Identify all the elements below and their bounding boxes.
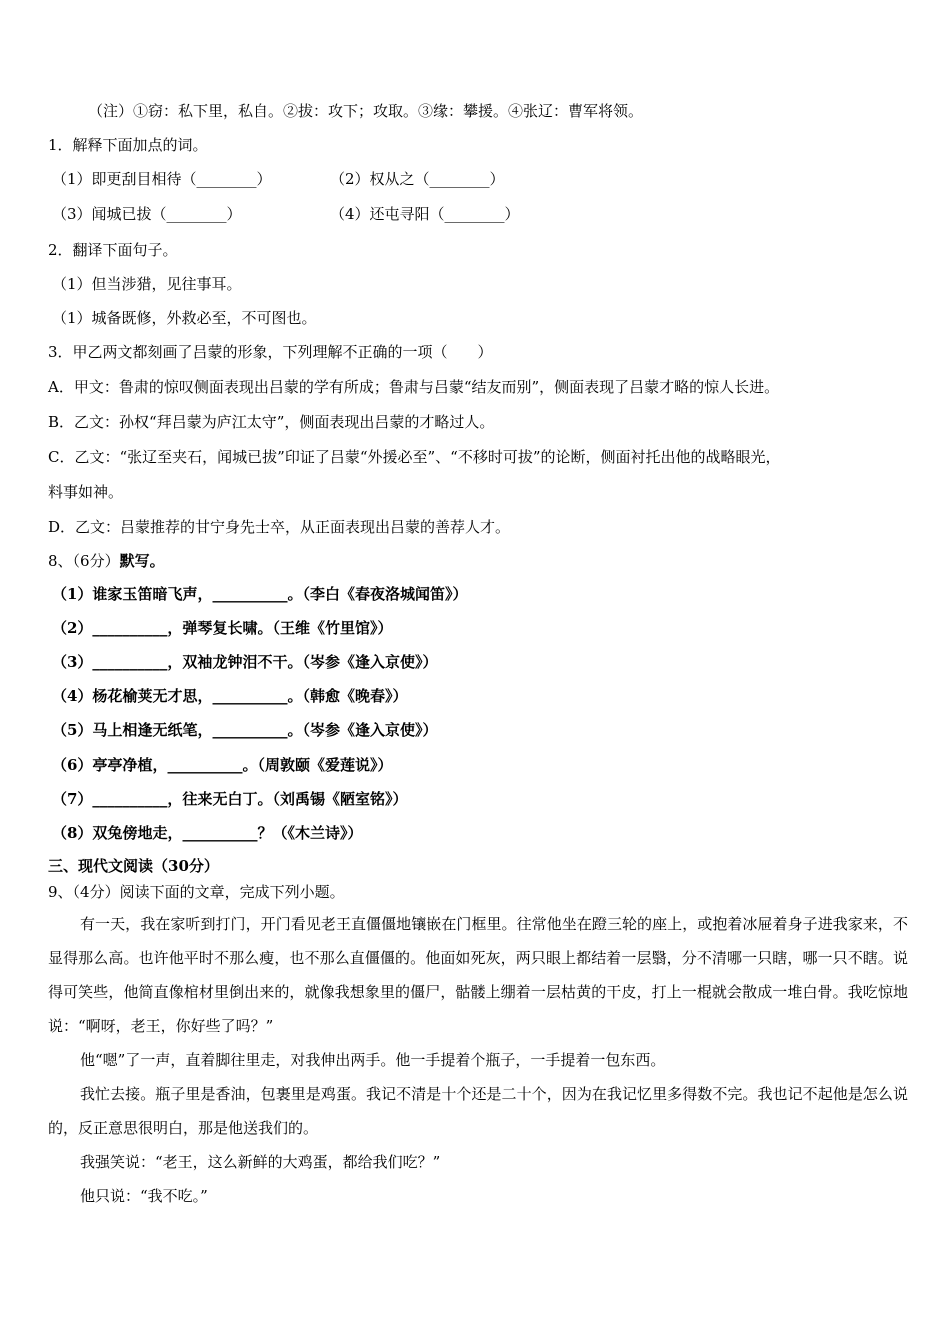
dictation-item: （4）杨花榆荚无才思，__________。（韩愈《晚春》） [52, 687, 408, 705]
question-2-title: 2．翻译下面句子。 [48, 241, 178, 259]
passage-paragraph: 有一天，我在家听到打门，开门看见老王直僵僵地镶嵌在门框里。往常他坐在蹬三轮的座上，或抱着冰屉着身子进我家来，不显得那么高。也许他平时不那么瘦，也不那么直僵僵的。他面如死灰，两只眼上都结着一层翳，分不清哪一只瞎，哪一只不瞎。说得可笑些，他简直像棺材里倒出来的，就像我想象里的僵尸，骷髅上绷着一层枯黄的干皮，打上一棍就会散成一堆白骨。我吃惊地说：“啊呀，老王，你好些了吗？” [48, 915, 908, 1035]
question-1-item: （1）即更刮目相待（________） [52, 170, 272, 188]
section-heading: 三、现代文阅读（30分） [48, 857, 219, 875]
passage-paragraph: 我忙去接。瓶子里是香油，包裹里是鸡蛋。我记不清是十个还是二十个，因为在我记忆里多得数不完。我也记不起他是怎么说的，反正意思很明白，那是他送我们的。 [48, 1085, 908, 1137]
question-3-title: 3．甲乙两文都刻画了吕蒙的形象，下列理解不正确的一项（ ） [48, 343, 493, 361]
dictation-item: （6）亭亭净植，__________。（周敦颐《爱莲说》） [52, 756, 393, 774]
dictation-item: （7）__________，往来无白丁。（刘禹锡《陋室铭》） [52, 790, 408, 808]
question-3-option-c-cont: 料事如神。 [48, 483, 124, 501]
question-8-title [48, 551, 165, 571]
question-8-prefix: 8、（6分） [48, 552, 120, 570]
dictation-item: （5）马上相逢无纸笔，__________。（岑参《逢入京使》） [52, 721, 438, 739]
dictation-item: （2）__________，弹琴复长啸。（王维《竹里馆》） [52, 619, 393, 637]
question-1-item: （4）还屯寻阳（________） [330, 205, 520, 223]
question-2-item: （1）城备既修，外救必至，不可图也。 [52, 309, 317, 327]
question-3-option-a: A．甲文：鲁肃的惊叹侧面表现出吕蒙的学有所成；鲁肃与吕蒙“结友而别”，侧面表现了吕蒙才略的惊人长进。 [48, 378, 780, 396]
dictation-item: （8）双兔傍地走，__________？（《木兰诗》） [52, 824, 363, 842]
question-3-option-c: C．乙文：“张辽至夹石，闻城已拔”印证了吕蒙“外援必至”、“不移时可拔”的论断，侧面衬托出他的战略眼光， [48, 448, 781, 466]
reading-passage [48, 907, 908, 1213]
question-1-title: 1．解释下面加点的词。 [48, 136, 208, 154]
passage-paragraph: 我强笑说：“老王，这么新鲜的大鸡蛋，都给我们吃？” [80, 1153, 441, 1171]
passage-paragraph: 他只说：“我不吃。” [80, 1187, 208, 1205]
question-1-item: （2）权从之（________） [330, 170, 505, 188]
dictation-item: （1）谁家玉笛暗飞声，__________。（李白《春夜洛城闻笛》） [52, 585, 468, 603]
question-2-item: （1）但当涉猎，见往事耳。 [52, 275, 242, 293]
annotation-note: （注）①窃：私下里，私自。②拔：攻下；攻取。③缘：攀援。④张辽：曹军将领。 [88, 102, 644, 120]
question-8-label: 默写。 [119, 552, 165, 570]
question-9-title: 9、（4分）阅读下面的文章，完成下列小题。 [48, 883, 345, 901]
dictation-item: （3）__________，双袖龙钟泪不干。（岑参《逢入京使》） [52, 653, 438, 671]
passage-paragraph: 他“嗯”了一声，直着脚往里走，对我伸出两手。他一手提着个瓶子，一手提着一包东西。 [80, 1051, 666, 1069]
question-3-option-b: B．乙文：孙权“拜吕蒙为庐江太守”，侧面表现出吕蒙的才略过人。 [48, 413, 495, 431]
question-1-item: （3）闻城已拔（________） [52, 205, 242, 223]
question-3-option-d: D．乙文：吕蒙推荐的甘宁身先士卒，从正面表现出吕蒙的善荐人才。 [48, 518, 511, 536]
